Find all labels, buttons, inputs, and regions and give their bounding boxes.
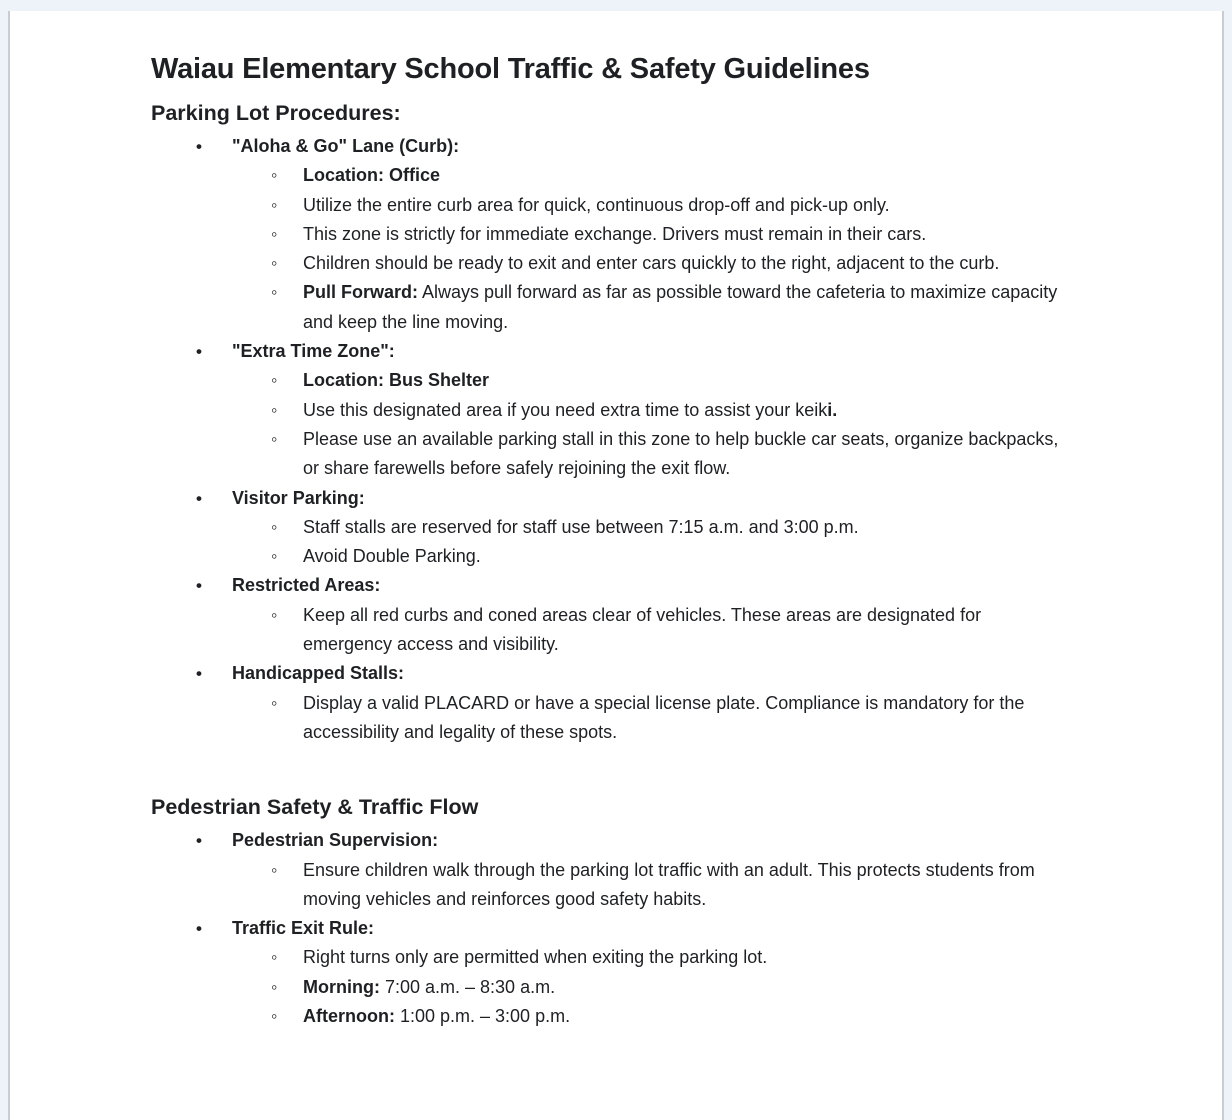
list-item [151, 337, 1071, 483]
sub-list-item [232, 366, 1071, 395]
sub-list-item-text: Use this designated area if you need extra time to assist your keik [303, 399, 828, 420]
sub-list-item [232, 513, 1071, 542]
sub-bullet-list [232, 943, 1071, 1031]
sub-list-item-text: Staff stalls are reserved for staff use between 7:15 a.m. and 3:00 p.m. [303, 516, 859, 537]
sub-bullet-list [232, 689, 1071, 748]
list-item-label: • "Extra Time Zone": [232, 337, 1071, 366]
list-item-label: • Traffic Exit Rule: [232, 914, 1071, 943]
list-item [151, 132, 1071, 337]
sub-list-item-text: Right turns only are permitted when exiting the parking lot. [303, 947, 768, 968]
document-sections [151, 98, 1071, 1031]
list-item-label: • Restricted Areas: [232, 571, 1071, 600]
section-heading: Pedestrian Safety & Traffic Flow [151, 795, 479, 820]
section-bullet-list [151, 826, 1071, 1031]
page-title: Waiau Elementary School Traffic & Safety Guidelines [151, 53, 870, 85]
sub-list-item-emphasis: Location: Office [303, 165, 441, 186]
sub-bullet-list [232, 601, 1071, 660]
sub-bullet-list [232, 161, 1071, 337]
sub-list-item [232, 943, 1071, 972]
list-item-label: • "Aloha & Go" Lane (Curb): [232, 132, 1071, 161]
sub-list-item-text: Ensure children walk through the parking lot traffic with an adult. This protects students from moving vehicles and reinforces good safety habits. [303, 859, 1035, 909]
sub-list-item [232, 689, 1071, 748]
sub-list-item-text: This zone is strictly for immediate exchange. Drivers must remain in their cars. [303, 223, 927, 244]
sub-list-item [232, 396, 1071, 425]
document-body [151, 50, 1071, 1031]
sub-list-item [232, 191, 1071, 220]
sub-list-item [232, 249, 1071, 278]
list-item [151, 571, 1071, 659]
list-item [151, 914, 1071, 1031]
sub-list-item [232, 542, 1071, 571]
list-item-label: • Visitor Parking: [232, 484, 1071, 513]
sub-list-item-emphasis-tail: i. [827, 399, 838, 420]
sub-list-item [232, 1002, 1071, 1031]
sub-list-item-text: Display a valid PLACARD or have a special license plate. Compliance is mandatory for the accessibility and legality of these spots. [303, 692, 1025, 742]
sub-list-item-text: Utilize the entire curb area for quick, continuous drop-off and pick-up only. [303, 194, 890, 215]
list-item-label: • Handicapped Stalls: [232, 659, 1071, 688]
sub-list-item-text: Children should be ready to exit and enter cars quickly to the right, adjacent to the curb. [303, 253, 1000, 274]
sub-list-item [232, 973, 1071, 1002]
list-item [151, 484, 1071, 572]
sub-list-item-text: Always pull forward as far as possible toward the cafeteria to maximize capacity and keep the line moving. [303, 282, 1058, 332]
sub-list-item [232, 856, 1071, 915]
section-bullet-list [151, 132, 1071, 747]
sub-bullet-list [232, 366, 1071, 483]
list-item [151, 826, 1071, 914]
section-heading: Parking Lot Procedures: [151, 101, 401, 125]
sub-list-item-text: Please use an available parking stall in this zone to help buckle car seats, organize backpacks, or share farewells before safely rejoining the exit flow. [303, 428, 1059, 479]
sub-bullet-list [232, 513, 1071, 572]
list-item [151, 659, 1071, 747]
sub-list-item [232, 161, 1071, 190]
sub-list-item-text: 1:00 p.m. – 3:00 p.m. [394, 1006, 571, 1027]
sub-list-item-emphasis: Morning: [303, 976, 380, 997]
sub-list-item [232, 601, 1071, 660]
sub-list-item-emphasis: Pull Forward: [303, 282, 419, 303]
list-item-label: • Pedestrian Supervision: [232, 826, 1071, 855]
sub-bullet-list [232, 856, 1071, 915]
sub-list-item-text: Avoid Double Parking. [303, 546, 481, 567]
sub-list-item [232, 220, 1071, 249]
sub-list-item [232, 278, 1071, 337]
sub-list-item-text: Keep all red curbs and coned areas clear of vehicles. These areas are designated for emergency access and visibility. [303, 604, 982, 655]
sub-list-item-emphasis: Afternoon: [303, 1006, 395, 1027]
sub-list-item-emphasis: Location: Bus Shelter [303, 370, 490, 391]
sub-list-item [232, 425, 1071, 484]
sub-list-item-text: 7:00 a.m. – 8:30 a.m. [379, 976, 556, 997]
document-page [8, 11, 1224, 1120]
